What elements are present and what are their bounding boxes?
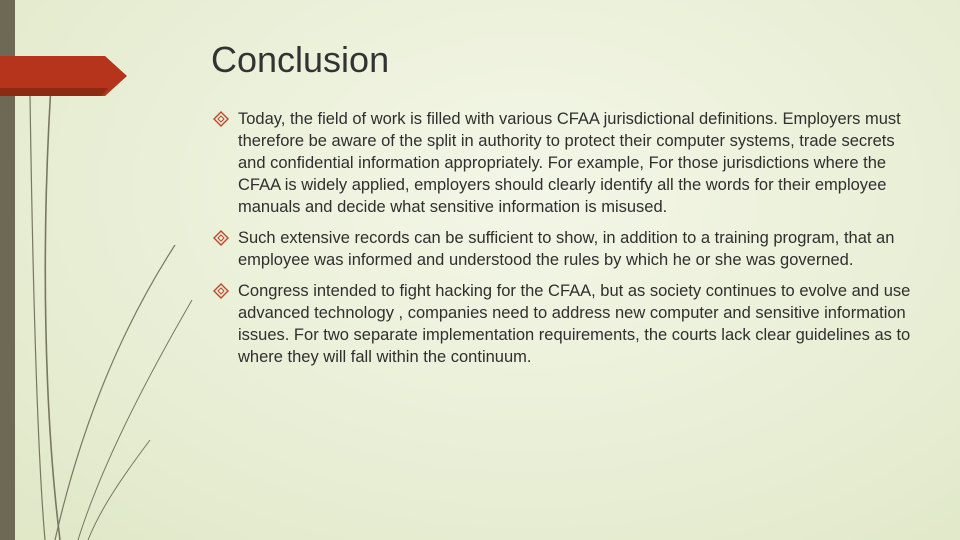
bullet-item: [213, 227, 913, 271]
bullet-item: [213, 280, 913, 368]
slide-title: Conclusion: [211, 39, 390, 80]
bullet-list: [213, 108, 913, 377]
bullet-item: [213, 108, 913, 218]
diamond-bullet-icon: [213, 283, 229, 299]
title-accent-arrow-shade: [0, 88, 108, 96]
diamond-bullet-icon: [213, 230, 229, 246]
stem-line: [55, 245, 175, 540]
bullet-text: Today, the field of work is filled with various CFAA jurisdictional definitions. Employers must therefore be aware of the split in authority to protect their computer systems, trade secrets and confidential information appropriately. For example, For those jurisdictions where the CFAA is widely applied, employers should clearly identify all the words for their employee manuals and decide what sensitive information is misused.: [238, 110, 901, 216]
diamond-bullet-icon: [213, 111, 229, 127]
stem-line: [45, 70, 60, 540]
stem-line: [88, 440, 150, 540]
stem-line: [30, 95, 45, 540]
stem-line: [78, 300, 192, 540]
bullet-text: Such extensive records can be sufficient to show, in addition to a training program, that an employee was informed and understood the rules by which he or she was governed.: [238, 229, 895, 269]
bullet-text: Congress intended to fight hacking for the CFAA, but as society continues to evolve and use advanced technology , companies need to address new computer and sensitive information issues. For two separate implementation requirements, the courts lack clear guidelines as to where they will fall within the continuum.: [238, 282, 911, 366]
